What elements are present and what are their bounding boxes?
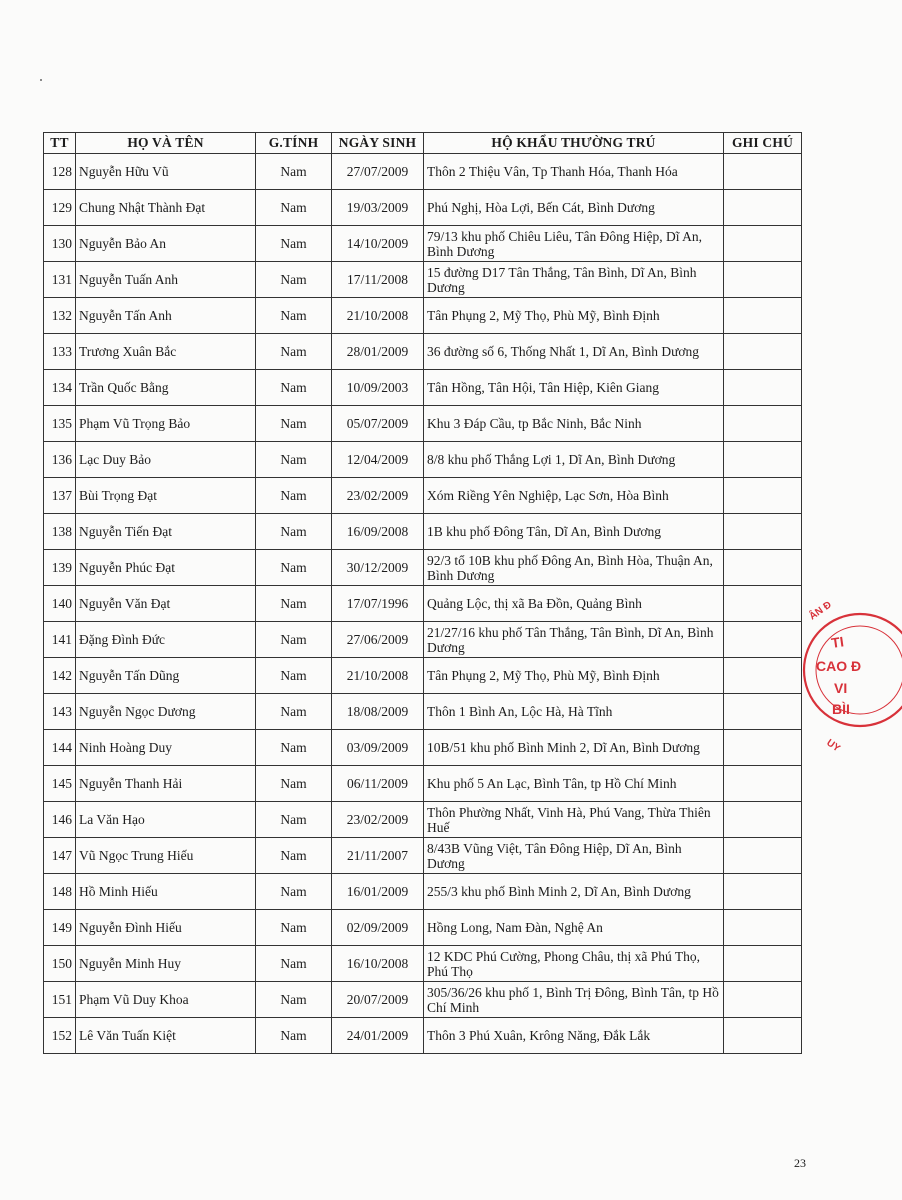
note-cell (724, 982, 802, 1018)
gender-cell: Nam (256, 946, 332, 982)
permanent-address-cell: 79/13 khu phố Chiêu Liêu, Tân Đông Hiệp, Dĩ An, Bình Dương (424, 226, 724, 262)
student-name-cell: Trần Quốc Bằng (76, 370, 256, 406)
student-name-cell: Vũ Ngọc Trung Hiếu (76, 838, 256, 874)
note-cell (724, 766, 802, 802)
note-cell (724, 298, 802, 334)
student-name-cell: Nguyễn Đình Hiếu (76, 910, 256, 946)
permanent-address-cell: Phú Nghị, Hòa Lợi, Bến Cát, Bình Dương (424, 190, 724, 226)
date-of-birth-cell: 12/04/2009 (332, 442, 424, 478)
student-name-cell: Nguyễn Minh Huy (76, 946, 256, 982)
note-cell (724, 370, 802, 406)
row-number-cell: 131 (44, 262, 76, 298)
gender-cell: Nam (256, 262, 332, 298)
permanent-address-cell: Tân Hồng, Tân Hội, Tân Hiệp, Kiên Giang (424, 370, 724, 406)
table-row (44, 730, 802, 766)
gender-cell: Nam (256, 550, 332, 586)
student-name-cell: Nguyễn Ngọc Dương (76, 694, 256, 730)
date-of-birth-cell: 27/06/2009 (332, 622, 424, 658)
permanent-address-cell: Xóm Riềng Yên Nghiệp, Lạc Sơn, Hòa Bình (424, 478, 724, 514)
note-cell (724, 730, 802, 766)
gender-cell: Nam (256, 658, 332, 694)
student-name-cell: Lạc Duy Bảo (76, 442, 256, 478)
gender-cell: Nam (256, 514, 332, 550)
note-cell (724, 694, 802, 730)
date-of-birth-cell: 20/07/2009 (332, 982, 424, 1018)
note-cell (724, 262, 802, 298)
student-name-cell: Trương Xuân Bắc (76, 334, 256, 370)
gender-cell: Nam (256, 406, 332, 442)
row-number-cell: 145 (44, 766, 76, 802)
table-body (44, 154, 802, 1054)
student-name-cell: Đặng Đình Đức (76, 622, 256, 658)
row-number-cell: 128 (44, 154, 76, 190)
official-seal-stamp (802, 598, 902, 755)
row-number-cell: 142 (44, 658, 76, 694)
header-dob: NGÀY SINH (332, 133, 424, 154)
gender-cell: Nam (256, 154, 332, 190)
note-cell (724, 658, 802, 694)
date-of-birth-cell: 21/10/2008 (332, 298, 424, 334)
student-name-cell: Nguyễn Văn Đạt (76, 586, 256, 622)
permanent-address-cell: Hồng Long, Nam Đàn, Nghệ An (424, 910, 724, 946)
note-cell (724, 334, 802, 370)
table-row (44, 1018, 802, 1054)
row-number-cell: 149 (44, 910, 76, 946)
date-of-birth-cell: 17/11/2008 (332, 262, 424, 298)
svg-text:CAO Đ: CAO Đ (816, 658, 862, 674)
permanent-address-cell: Thôn 3 Phú Xuân, Krông Năng, Đắk Lắk (424, 1018, 724, 1054)
row-number-cell: 147 (44, 838, 76, 874)
svg-text:VI: VI (834, 680, 848, 696)
header-note: GHI CHÚ (724, 133, 802, 154)
permanent-address-cell: Quảng Lộc, thị xã Ba Đồn, Quảng Bình (424, 586, 724, 622)
row-number-cell: 134 (44, 370, 76, 406)
student-name-cell: Nguyễn Bảo An (76, 226, 256, 262)
note-cell (724, 442, 802, 478)
note-cell (724, 190, 802, 226)
permanent-address-cell: 8/43B Vũng Việt, Tân Đông Hiệp, Dĩ An, Bình Dương (424, 838, 724, 874)
gender-cell: Nam (256, 586, 332, 622)
table-row (44, 478, 802, 514)
table-row (44, 946, 802, 982)
table-row (44, 766, 802, 802)
note-cell (724, 838, 802, 874)
row-number-cell: 129 (44, 190, 76, 226)
date-of-birth-cell: 27/07/2009 (332, 154, 424, 190)
student-name-cell: Ninh Hoàng Duy (76, 730, 256, 766)
student-name-cell: Nguyễn Tuấn Anh (76, 262, 256, 298)
date-of-birth-cell: 02/09/2009 (332, 910, 424, 946)
note-cell (724, 874, 802, 910)
gender-cell: Nam (256, 874, 332, 910)
note-cell (724, 586, 802, 622)
gender-cell: Nam (256, 298, 332, 334)
date-of-birth-cell: 19/03/2009 (332, 190, 424, 226)
student-name-cell: Nguyễn Tấn Dũng (76, 658, 256, 694)
permanent-address-cell: 92/3 tổ 10B khu phố Đông An, Bình Hòa, Thuận An, Bình Dương (424, 550, 724, 586)
date-of-birth-cell: 24/01/2009 (332, 1018, 424, 1054)
permanent-address-cell: Thôn 1 Bình An, Lộc Hà, Hà Tĩnh (424, 694, 724, 730)
table-row (44, 982, 802, 1018)
table-row (44, 154, 802, 190)
note-cell (724, 622, 802, 658)
date-of-birth-cell: 23/02/2009 (332, 478, 424, 514)
permanent-address-cell: 10B/51 khu phố Bình Minh 2, Dĩ An, Bình Dương (424, 730, 724, 766)
permanent-address-cell: Thôn Phường Nhất, Vinh Hà, Phú Vang, Thừa Thiên Huế (424, 802, 724, 838)
gender-cell: Nam (256, 442, 332, 478)
gender-cell: Nam (256, 910, 332, 946)
header-row (44, 133, 802, 154)
permanent-address-cell: Tân Phụng 2, Mỹ Thọ, Phù Mỹ, Bình Định (424, 298, 724, 334)
table-row (44, 406, 802, 442)
gender-cell: Nam (256, 226, 332, 262)
gender-cell: Nam (256, 694, 332, 730)
student-name-cell: Nguyễn Phúc Đạt (76, 550, 256, 586)
table-row (44, 694, 802, 730)
row-number-cell: 150 (44, 946, 76, 982)
student-name-cell: Nguyễn Hữu Vũ (76, 154, 256, 190)
svg-text:BÌI: BÌI (832, 701, 850, 717)
note-cell (724, 1018, 802, 1054)
page-number: 23 (794, 1156, 806, 1170)
gender-cell: Nam (256, 982, 332, 1018)
row-number-cell: 146 (44, 802, 76, 838)
student-name-cell: Bùi Trọng Đạt (76, 478, 256, 514)
row-number-cell: 139 (44, 550, 76, 586)
table-row (44, 514, 802, 550)
row-number-cell: 130 (44, 226, 76, 262)
permanent-address-cell: 305/36/26 khu phố 1, Bình Trị Đông, Bình Tân, tp Hồ Chí Minh (424, 982, 724, 1018)
date-of-birth-cell: 28/01/2009 (332, 334, 424, 370)
gender-cell: Nam (256, 766, 332, 802)
header-gender: G.TÍNH (256, 133, 332, 154)
row-number-cell: 151 (44, 982, 76, 1018)
table-row (44, 622, 802, 658)
gender-cell: Nam (256, 730, 332, 766)
note-cell (724, 946, 802, 982)
student-name-cell: Nguyễn Tấn Anh (76, 298, 256, 334)
table-row (44, 226, 802, 262)
date-of-birth-cell: 06/11/2009 (332, 766, 424, 802)
table-row (44, 586, 802, 622)
date-of-birth-cell: 21/11/2007 (332, 838, 424, 874)
note-cell (724, 550, 802, 586)
gender-cell: Nam (256, 478, 332, 514)
note-cell (724, 910, 802, 946)
note-cell (724, 802, 802, 838)
header-address: HỘ KHẨU THƯỜNG TRÚ (424, 133, 724, 154)
table-row (44, 442, 802, 478)
table-row (44, 298, 802, 334)
table-row (44, 658, 802, 694)
row-number-cell: 152 (44, 1018, 76, 1054)
table-row (44, 910, 802, 946)
date-of-birth-cell: 16/09/2008 (332, 514, 424, 550)
student-name-cell: La Văn Hạo (76, 802, 256, 838)
date-of-birth-cell: 17/07/1996 (332, 586, 424, 622)
note-cell (724, 154, 802, 190)
date-of-birth-cell: 16/01/2009 (332, 874, 424, 910)
student-name-cell: Chung Nhật Thành Đạt (76, 190, 256, 226)
svg-text:ÂN Đ: ÂN Đ (807, 599, 834, 623)
student-name-cell: Nguyễn Thanh Hải (76, 766, 256, 802)
row-number-cell: 140 (44, 586, 76, 622)
row-number-cell: 136 (44, 442, 76, 478)
date-of-birth-cell: 14/10/2009 (332, 226, 424, 262)
date-of-birth-cell: 05/07/2009 (332, 406, 424, 442)
row-number-cell: 132 (44, 298, 76, 334)
svg-text:UY: UY (824, 737, 842, 755)
student-name-cell: Hồ Minh Hiếu (76, 874, 256, 910)
row-number-cell: 148 (44, 874, 76, 910)
permanent-address-cell: 255/3 khu phố Bình Minh 2, Dĩ An, Bình Dương (424, 874, 724, 910)
permanent-address-cell: 1B khu phố Đông Tân, Dĩ An, Bình Dương (424, 514, 724, 550)
table-row (44, 334, 802, 370)
permanent-address-cell: 21/27/16 khu phố Tân Thắng, Tân Bình, Dĩ An, Bình Dương (424, 622, 724, 658)
gender-cell: Nam (256, 802, 332, 838)
student-name-cell: Phạm Vũ Trọng Bảo (76, 406, 256, 442)
scan-speck (40, 79, 42, 81)
student-name-cell: Phạm Vũ Duy Khoa (76, 982, 256, 1018)
table-row (44, 190, 802, 226)
permanent-address-cell: Khu phố 5 An Lạc, Bình Tân, tp Hồ Chí Minh (424, 766, 724, 802)
date-of-birth-cell: 21/10/2008 (332, 658, 424, 694)
note-cell (724, 514, 802, 550)
note-cell (724, 478, 802, 514)
gender-cell: Nam (256, 622, 332, 658)
permanent-address-cell: Tân Phụng 2, Mỹ Thọ, Phù Mỹ, Bình Định (424, 658, 724, 694)
table-row (44, 370, 802, 406)
gender-cell: Nam (256, 838, 332, 874)
date-of-birth-cell: 30/12/2009 (332, 550, 424, 586)
svg-text:TI: TI (830, 633, 845, 651)
row-number-cell: 133 (44, 334, 76, 370)
permanent-address-cell: Khu 3 Đáp Cầu, tp Bắc Ninh, Bắc Ninh (424, 406, 724, 442)
note-cell (724, 226, 802, 262)
table-row (44, 874, 802, 910)
date-of-birth-cell: 23/02/2009 (332, 802, 424, 838)
gender-cell: Nam (256, 334, 332, 370)
student-name-cell: Nguyễn Tiến Đạt (76, 514, 256, 550)
row-number-cell: 137 (44, 478, 76, 514)
table-row (44, 550, 802, 586)
row-number-cell: 138 (44, 514, 76, 550)
header-name: HỌ VÀ TÊN (76, 133, 256, 154)
permanent-address-cell: 36 đường số 6, Thống Nhất 1, Dĩ An, Bình Dương (424, 334, 724, 370)
table-row (44, 262, 802, 298)
row-number-cell: 144 (44, 730, 76, 766)
date-of-birth-cell: 10/09/2003 (332, 370, 424, 406)
row-number-cell: 143 (44, 694, 76, 730)
student-list-table (43, 132, 802, 1054)
permanent-address-cell: 8/8 khu phố Thắng Lợi 1, Dĩ An, Bình Dương (424, 442, 724, 478)
header-tt: TT (44, 133, 76, 154)
table-row (44, 838, 802, 874)
row-number-cell: 141 (44, 622, 76, 658)
date-of-birth-cell: 03/09/2009 (332, 730, 424, 766)
row-number-cell: 135 (44, 406, 76, 442)
date-of-birth-cell: 18/08/2009 (332, 694, 424, 730)
gender-cell: Nam (256, 1018, 332, 1054)
date-of-birth-cell: 16/10/2008 (332, 946, 424, 982)
student-name-cell: Lê Văn Tuấn Kiệt (76, 1018, 256, 1054)
permanent-address-cell: 15 đường D17 Tân Thắng, Tân Bình, Dĩ An, Bình Dương (424, 262, 724, 298)
gender-cell: Nam (256, 190, 332, 226)
note-cell (724, 406, 802, 442)
gender-cell: Nam (256, 370, 332, 406)
permanent-address-cell: 12 KDC Phú Cường, Phong Châu, thị xã Phú Thọ, Phú Thọ (424, 946, 724, 982)
permanent-address-cell: Thôn 2 Thiệu Vân, Tp Thanh Hóa, Thanh Hóa (424, 154, 724, 190)
table-row (44, 802, 802, 838)
